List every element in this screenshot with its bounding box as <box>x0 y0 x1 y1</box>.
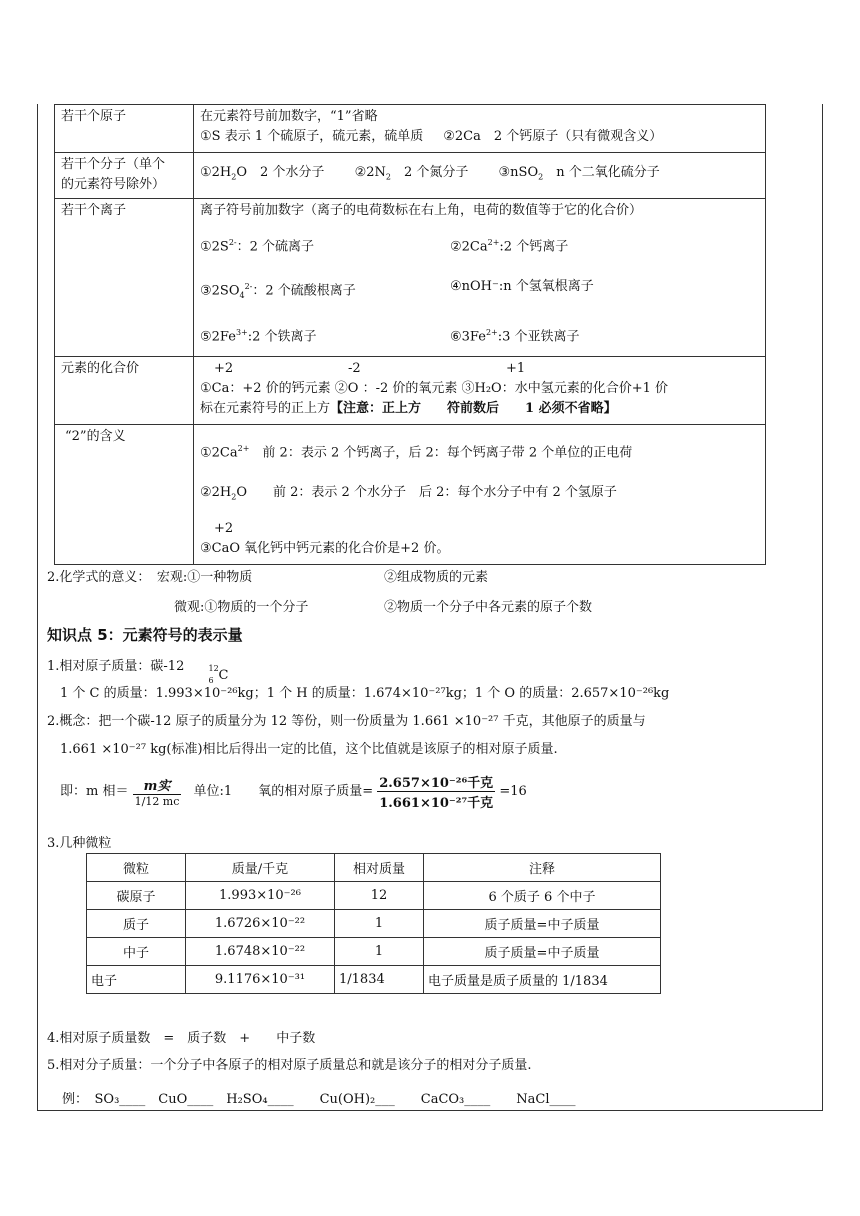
table-row: 质子 1.6726×10⁻²² 1 质子质量=中子质量 <box>87 910 661 938</box>
cell-line: 在元素符号前加数字，“1”省略 <box>200 109 378 124</box>
table-row: 元素的化合价 +2 -2 +1 ①Ca：+2 价的钙元素 ②O ：-2 价的氧元素 ③H₂O：水中氢元素的化合价+1 价 标在元素符号的正上方【注意：正上方 符前数后 1 必须不省略】 <box>55 357 766 425</box>
table-row <box>55 105 766 153</box>
table-row: 中子 1.6748×10⁻²² 1 质子质量=中子质量 <box>87 938 661 966</box>
row-label: 若干个原子 <box>55 105 194 153</box>
table-row: 碳原子 1.993×10⁻²⁶ 12 6 个质子 6 个中子 <box>87 882 661 910</box>
section-heading: 知识点 5：元素符号的表示量 <box>47 626 243 644</box>
table-row: “2”的含义 $①2Ca^{2+}$ 前 2：表示 2 个钙离子，后 2：每个钙离子带 2 个单位的正电荷 $②2H_2O$ 前 2：表示 2 个水分子 后 2：每个水分子中有 2 个氢原子 +2 ③CaO 氧化钙中钙元素的化合价是+2 价。 <box>55 425 766 565</box>
table-row: 微粒 质量/千克 相对质量 注释 <box>87 854 661 882</box>
knowledge-table <box>54 104 766 565</box>
cell-line: ①S 表示 1 个硫原子，硫元素，硫单质 ②2Ca 2 个钙原子（只有微观含义） <box>200 129 663 144</box>
particle-table <box>86 853 661 994</box>
table-row: 若干个分子（单个 的元素符号除外） $①2H_2O$ 2 个水分子 $②2N_2$ 2 个氮分子 ③nSO$_2$ n 个二氧化硫分子 <box>55 153 766 199</box>
formula-meaning: 2.化学式的意义： 宏观:①一种物质 <box>47 570 253 585</box>
formula: 即：m 相＝ $\frac{\text{m实}}{1/12 mc}$ 单位:1 氧的相对原子质量= $\frac{\text{2.657×10⁻²⁶千克}}{\text{1.661×10⁻²⁷千克}}$ =16 <box>60 772 527 811</box>
table-row: 电子 9.1176×10⁻³¹ 1/1834 电子质量是质子质量的 1/1834 <box>87 966 661 994</box>
table-row: 若干个离子 离子符号前加数字（离子的电荷数标在右上角，电荷的数值等于它的化合价） $①2S^{2-}$：2 个硫离子 $②2Ca^{2+}:2$ 个钙离子 $③2SO_4^{2-}$：2 个硫酸根离子 ④nOH⁻:n 个氢氧根离子 $⑤2Fe^{3+}:2$ 个铁离子 $⑥3Fe^{2+}:3$ 个亚铁离子 <box>55 199 766 357</box>
